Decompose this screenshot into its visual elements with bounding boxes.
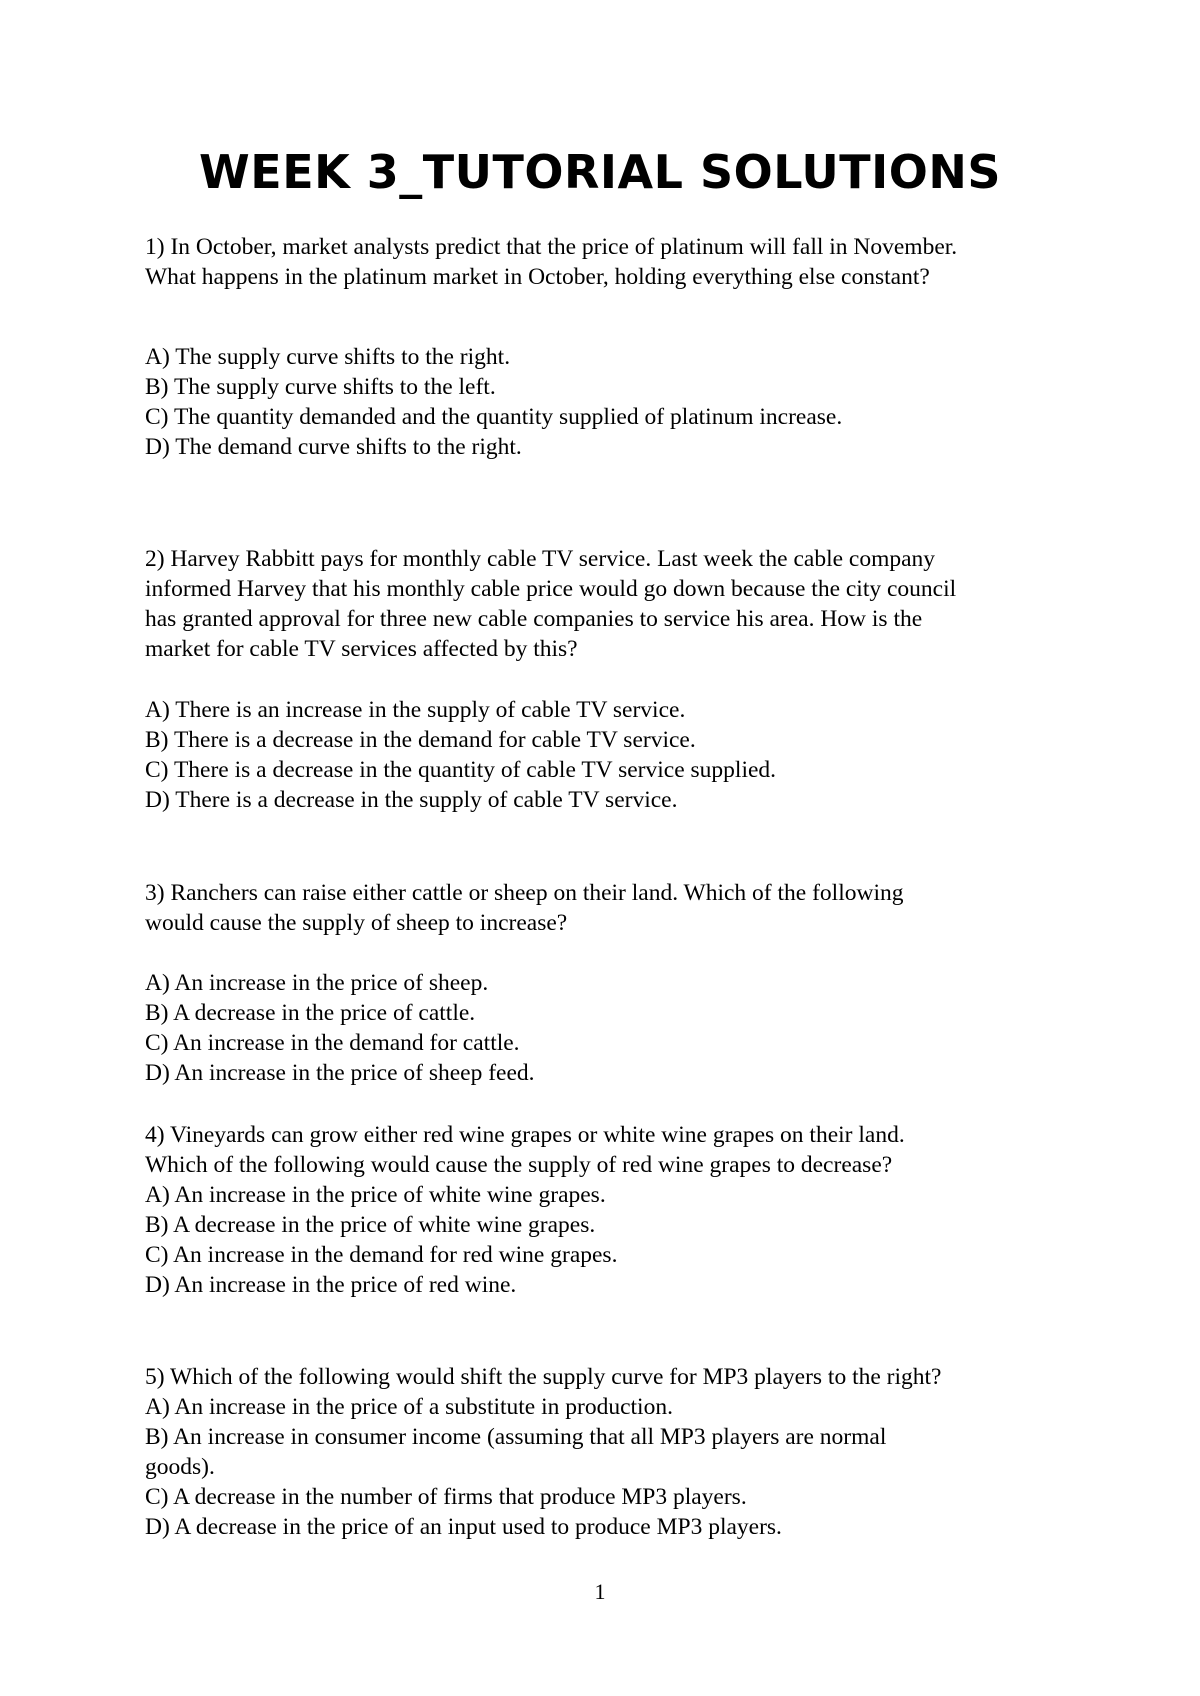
question-3-option-c: C) An increase in the demand for cattle.	[145, 1030, 520, 1056]
question-3-stem-line-2: would cause the supply of sheep to increase?	[145, 910, 568, 936]
question-4-stem-line-2: Which of the following would cause the supply of red wine grapes to decrease?	[145, 1152, 893, 1178]
question-4-option-d: D) An increase in the price of red wine.	[145, 1272, 517, 1298]
question-1-option-a: A) The supply curve shifts to the right.	[145, 344, 511, 370]
question-5-option-b: B) An increase in consumer income (assuming that all MP3 players are normal	[145, 1424, 887, 1450]
question-1-stem-line-2: What happens in the platinum market in October, holding everything else constant?	[145, 264, 930, 290]
question-1-stem-line-1: 1) In October, market analysts predict that the price of platinum will fall in November.	[145, 234, 958, 260]
question-3-option-b: B) A decrease in the price of cattle.	[145, 1000, 476, 1026]
question-3-stem-line-1: 3) Ranchers can raise either cattle or sheep on their land. Which of the following	[145, 880, 904, 906]
question-2-stem-line-2: informed Harvey that his monthly cable price would go down because the city council	[145, 576, 957, 602]
question-4-option-c: C) An increase in the demand for red wine grapes.	[145, 1242, 618, 1268]
question-2-stem-line-1: 2) Harvey Rabbitt pays for monthly cable TV service. Last week the cable company	[145, 546, 936, 572]
question-2-option-a: A) There is an increase in the supply of cable TV service.	[145, 697, 686, 723]
question-4-option-b: B) A decrease in the price of white wine grapes.	[145, 1212, 596, 1238]
page-number: 1	[594, 1579, 606, 1604]
question-3-option-a: A) An increase in the price of sheep.	[145, 970, 489, 996]
question-5-option-a: A) An increase in the price of a substitute in production.	[145, 1394, 673, 1420]
question-2-stem-line-4: market for cable TV services affected by this?	[145, 636, 578, 662]
question-2-option-b: B) There is a decrease in the demand for cable TV service.	[145, 727, 696, 753]
question-2-stem-line-3: has granted approval for three new cable companies to service his area. How is the	[145, 606, 923, 632]
question-4-stem-line-1: 4) Vineyards can grow either red wine grapes or white wine grapes on their land.	[145, 1122, 905, 1148]
question-1-option-c: C) The quantity demanded and the quantity supplied of platinum increase.	[145, 404, 843, 430]
question-5-stem-line-1: 5) Which of the following would shift the supply curve for MP3 players to the right?	[145, 1364, 942, 1390]
question-4-option-a: A) An increase in the price of white wine grapes.	[145, 1182, 606, 1208]
question-5-option-d: D) A decrease in the price of an input used to produce MP3 players.	[145, 1514, 782, 1540]
question-3-option-d: D) An increase in the price of sheep feed.	[145, 1060, 535, 1086]
question-1-option-b: B) The supply curve shifts to the left.	[145, 374, 496, 400]
question-1-option-d: D) The demand curve shifts to the right.	[145, 434, 522, 460]
question-2-option-c: C) There is a decrease in the quantity of cable TV service supplied.	[145, 757, 777, 783]
question-2-option-d: D) There is a decrease in the supply of cable TV service.	[145, 787, 678, 813]
question-5-option-b-continued: goods).	[145, 1454, 215, 1480]
question-5-option-c: C) A decrease in the number of firms that produce MP3 players.	[145, 1484, 747, 1510]
document-title: WEEK 3_TUTORIAL SOLUTIONS	[199, 145, 1001, 199]
